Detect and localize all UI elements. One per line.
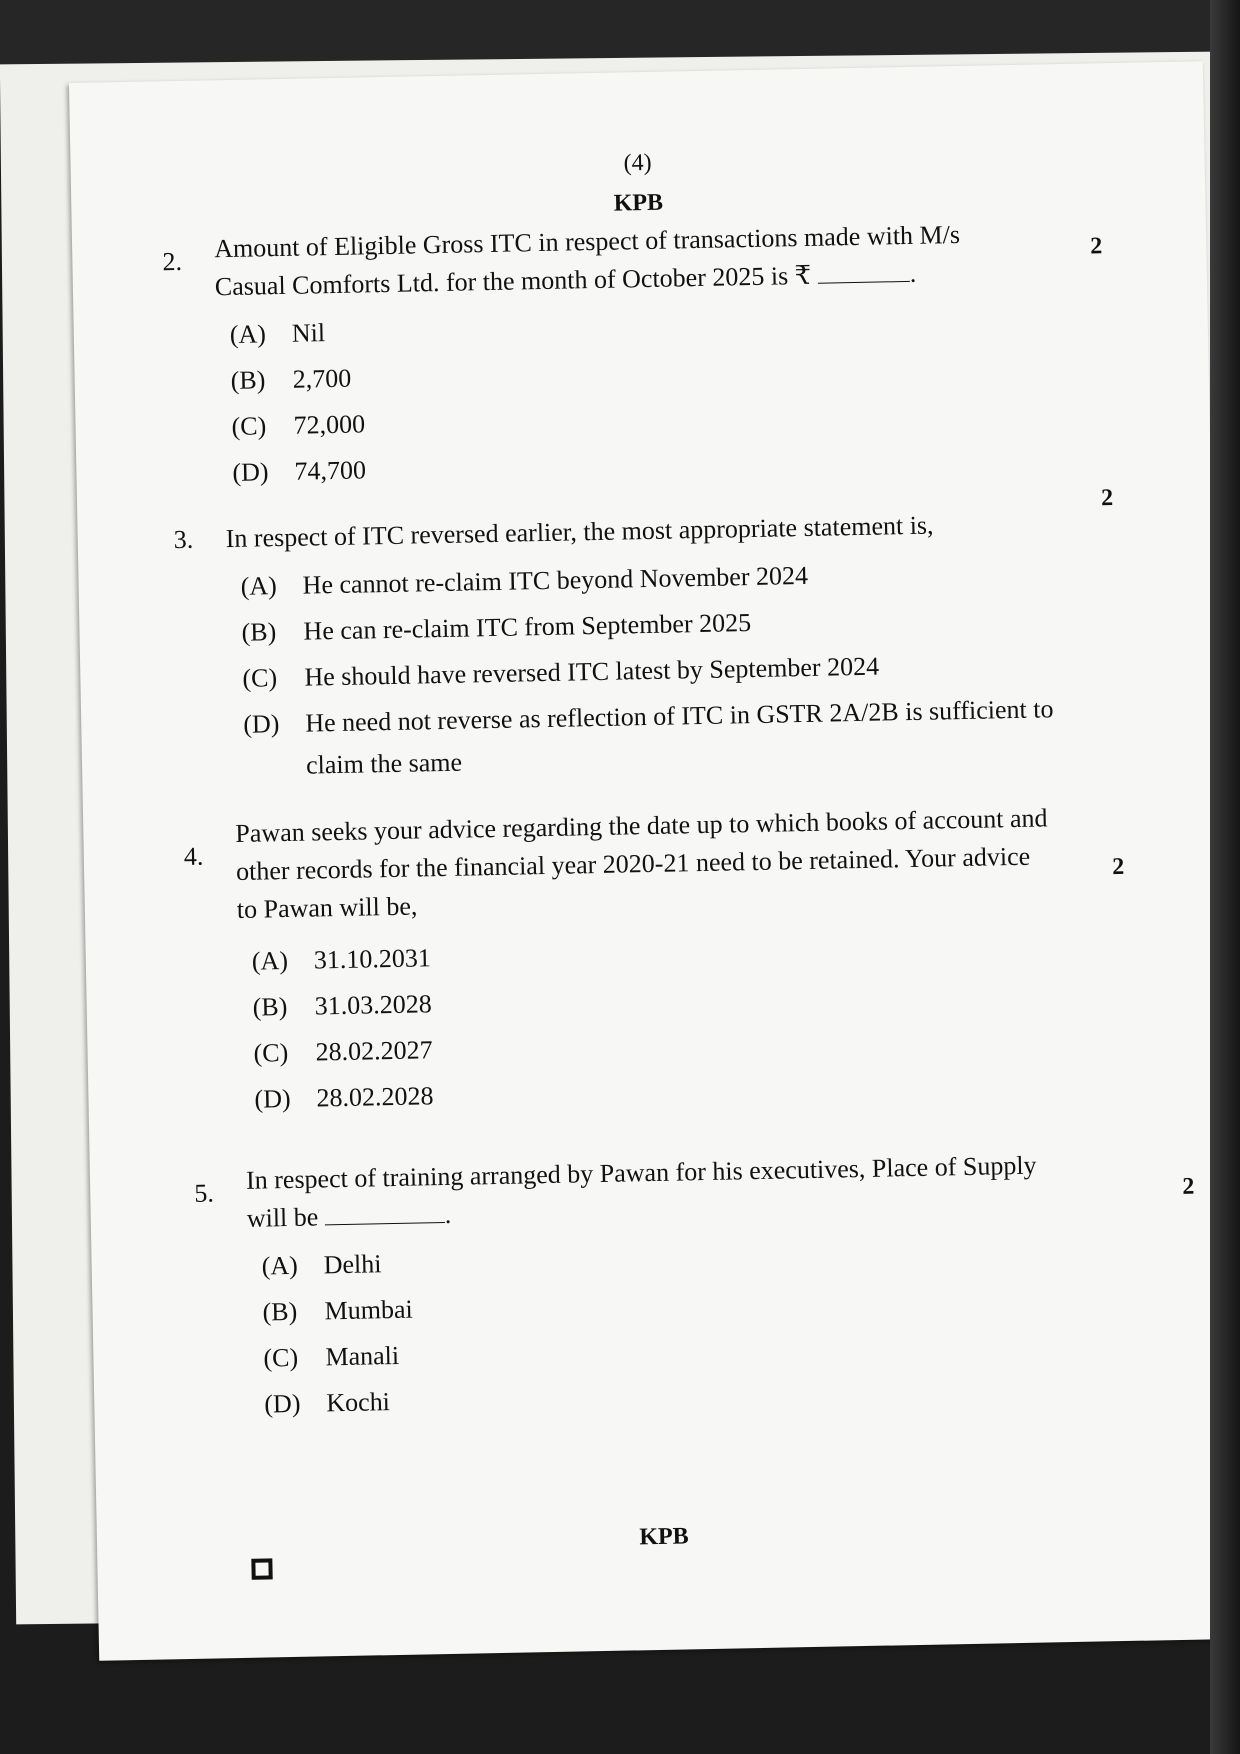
- question-number: 2.: [162, 246, 183, 277]
- question-stem: [235, 799, 1049, 929]
- option-c: (C) 72,000: [231, 409, 366, 441]
- series-code-footer: KPB: [639, 1523, 689, 1551]
- option-b: (B) He can re-claim ITC from September 2025: [241, 608, 752, 647]
- marks: 2: [1182, 1173, 1195, 1200]
- option-b: (B) 2,700: [230, 363, 352, 395]
- question-2: [162, 213, 1107, 491]
- option-a: (A) Nil: [229, 318, 326, 349]
- options-list: [251, 935, 433, 1122]
- option-a: (A) 31.10.2031: [251, 943, 432, 976]
- question-stem: [246, 1147, 1038, 1238]
- stem-line: Casual Comforts Ltd. for the month of October 2025 is ₹ .: [214, 258, 917, 302]
- option-b: (B) Mumbai: [262, 1294, 413, 1327]
- registration-square-icon: [251, 1558, 272, 1579]
- stem-line: Pawan seeks your advice regarding the date up to which books of account and: [235, 803, 1048, 848]
- question-5: [194, 1144, 1195, 1442]
- answer-blank: [325, 1202, 445, 1225]
- question-number: 3.: [173, 524, 194, 555]
- exam-page: [69, 61, 1233, 1660]
- option-c: (C) He should have reversed ITC latest by September 2024: [242, 651, 880, 693]
- options-list: [229, 309, 366, 496]
- stem-line: will be .: [246, 1199, 452, 1233]
- question-3: [173, 485, 1118, 781]
- stem-line: Amount of Eligible Gross ITC in respect of transactions made with M/s: [213, 219, 961, 264]
- question-stem: [214, 216, 961, 306]
- scanner-right-edge: [1210, 0, 1240, 1754]
- marks: 2: [1111, 853, 1125, 881]
- option-d: (D) 28.02.2028: [254, 1081, 434, 1114]
- option-b: (B) 31.03.2028: [252, 989, 432, 1022]
- question-number: 4.: [183, 841, 204, 871]
- option-a: (A) Delhi: [261, 1249, 382, 1281]
- page-number: (4): [623, 149, 652, 177]
- option-d: (D) Kochi: [264, 1387, 391, 1419]
- option-d: (D) 74,700: [232, 455, 367, 487]
- stem-line: other records for the financial year 2020-21 need to be retained. Your advice: [235, 841, 1031, 886]
- question-stem: [225, 507, 934, 559]
- option-c: (C) Manali: [263, 1340, 400, 1373]
- stem-line: In respect of ITC reversed earlier, the most appropriate statement is,: [225, 510, 934, 554]
- answer-blank: [817, 261, 909, 284]
- question-4: [183, 798, 1129, 1116]
- marks: 2: [1100, 485, 1114, 512]
- question-number: 5.: [194, 1178, 215, 1208]
- option-a: (A) He cannot re-claim ITC beyond November 2024: [240, 560, 809, 601]
- options-list: [240, 548, 1054, 786]
- stem-line: In respect of training arranged by Pawan for his executives, Place of Supply: [245, 1150, 1037, 1195]
- option-c: (C) 28.02.2027: [253, 1035, 433, 1068]
- marks: 2: [1090, 233, 1103, 260]
- series-code-header: KPB: [613, 189, 664, 217]
- option-d-continued: claim the same: [305, 747, 463, 780]
- stem-line: to Pawan will be,: [236, 891, 418, 924]
- options-list: [261, 1241, 415, 1428]
- option-d: (D) He need not reverse as reflection of ITC in GSTR 2A/2B is sufficient to: [243, 694, 1054, 739]
